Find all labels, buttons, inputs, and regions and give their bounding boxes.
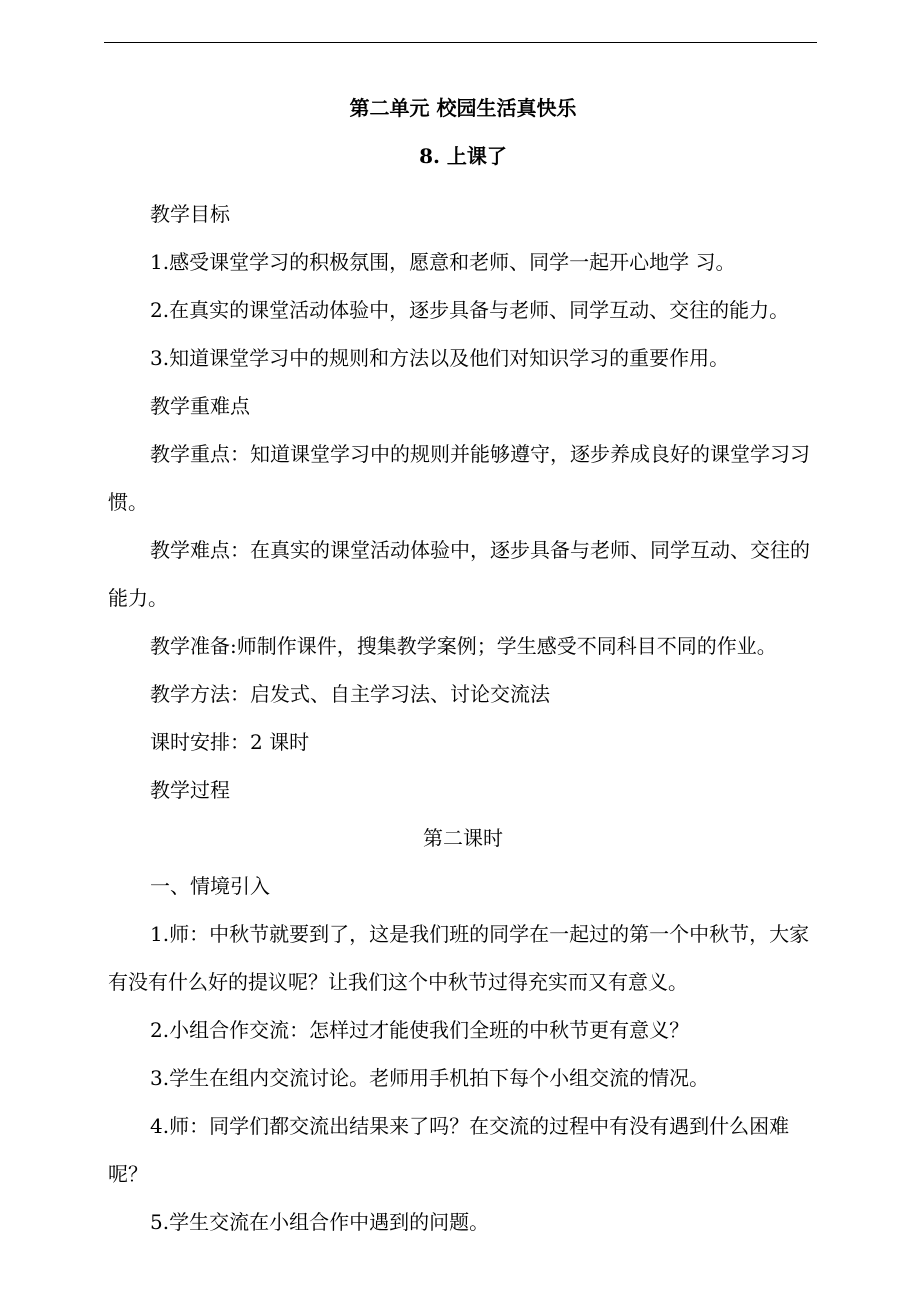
section-heading-process: 教学过程 [150, 778, 230, 802]
process-item-4: 4.师：同学们都交流出结果来了吗？在交流的过程中有没有遇到什么困难呢？ [108, 1114, 790, 1186]
preparation: 教学准备:师制作课件，搜集教学案例；学生感受不同科目不同的作业。 [150, 634, 777, 658]
header-rule [104, 42, 817, 43]
unit-title: 第二单元 校园生活真快乐 [349, 96, 577, 120]
objective-1: 1.感受课堂学习的积极氛围，愿意和老师、同学一起开心地学 习。 [150, 250, 736, 274]
section-heading-objectives: 教学目标 [150, 202, 230, 226]
difficult-point: 教学难点：在真实的课堂活动体验中，逐步具备与老师、同学互动、交往的能力。 [108, 538, 810, 610]
teaching-methods: 教学方法：启发式、自主学习法、讨论交流法 [150, 682, 550, 706]
process-item-3: 3.学生在组内交流讨论。老师用手机拍下每个小组交流的情况。 [150, 1066, 710, 1090]
section-heading-key-points: 教学重难点 [150, 394, 250, 418]
objective-3: 3.知道课堂学习中的规则和方法以及他们对知识学习的重要作用。 [150, 346, 730, 370]
process-item-5: 5.学生交流在小组合作中遇到的问题。 [150, 1210, 490, 1234]
step-heading-intro: 一、情境引入 [150, 874, 270, 898]
document-body [108, 96, 818, 1246]
lesson-schedule: 课时安排：2 课时 [150, 730, 310, 754]
key-point: 教学重点：知道课堂学习中的规则并能够遵守，逐步养成良好的课堂学习习惯。 [108, 442, 810, 514]
process-item-1: 1.师：中秋节就要到了，这是我们班的同学在一起过的第一个中秋节，大家有没有什么好的提议呢？让我们这个中秋节过得充实而又有意义。 [108, 922, 810, 994]
process-item-2: 2.小组合作交流：怎样过才能使我们全班的中秋节更有意义？ [150, 1018, 690, 1042]
objective-2: 2.在真实的课堂活动体验中，逐步具备与老师、同学互动、交往的能力。 [150, 298, 790, 322]
lesson-title: 8. 上课了 [419, 144, 507, 168]
period-heading: 第二课时 [423, 826, 503, 850]
